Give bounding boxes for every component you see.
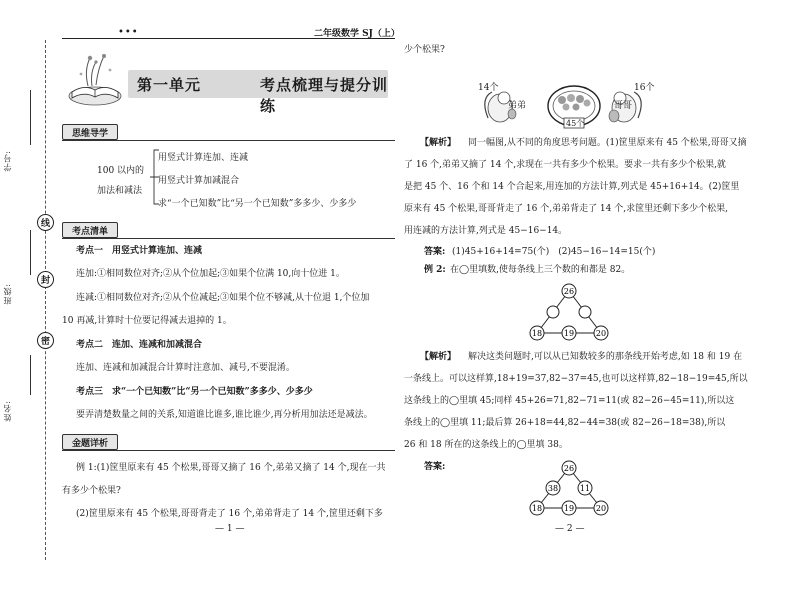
mind-map-root [97,161,144,201]
section-mind-map: 思维导学 [62,124,118,140]
point3-line1: 要弄清楚数量之间的关系,知道谁比谁多,谁比谁少,再分析用加法还是减法。 [76,410,373,420]
page-number-right: — 2 — [555,524,585,534]
analysis1-line3: 是把 45 个、16 个和 14 个合起来,用连加的方法计算,列式是 45+16+14。(2)筐里 [404,182,740,192]
tri2-bottom-right: 20 [595,504,607,513]
unit-title: 第一单元 [137,76,202,94]
analysis1-line1: 同一幅图,从不同的角度思考问题。(1)筐里原来有 45 个松果,哥哥又摘 [468,138,747,148]
point1-line3: 10 再减,计算时十位要记得减去退掉的 1。 [62,316,232,326]
unit-subtitle: 考点梳理与提分训练 [260,76,389,115]
point2-line1: 连加、连减和加减混合计算时注意加、减号,不要混淆。 [76,363,295,373]
tri1-top: 26 [563,287,575,296]
name-blank [30,355,31,395]
section-checklist: 考点清单 [62,222,118,238]
checklist-rule [62,238,395,239]
binding-dashed-line [45,40,46,560]
illus-count-right: 16个 [634,83,655,93]
continued-text: 少个松果? [404,45,445,55]
example2-tag: 例 2: [424,265,446,275]
binding-margin [0,0,52,589]
analysis2-line2: 一条线上。可以这样算,18+19=37,82−37=45,也可以这样算,82−18−19=45,所以 [404,374,748,384]
examples-rule [62,450,395,451]
student-id-blank [30,90,31,145]
example2-text: 在◯里填数,使每条线上三个数的和都是 82。 [450,265,631,275]
example1-line1: 例 1:(1)筐里原来有 45 个松果,哥哥又摘了 16 个,弟弟又摘了 14 个,现在一共 [76,463,386,473]
unit-banner [62,58,395,115]
tri2-bottom-left: 18 [531,504,543,513]
triangle-diagram-question [518,280,620,346]
seal-char-seal: 封 [37,271,54,288]
mind-map-item: 用竖式计算加减混合 [158,176,240,186]
tri2-top: 26 [563,464,575,473]
student-id-label: 学号: [3,150,12,172]
mind-map-rule [62,140,395,141]
illus-name-left: 弟弟 [508,101,527,111]
answer1-text: (1)45+16+14=75(个) (2)45−16−14=15(个) [452,247,656,257]
analysis1-line2: 了 16 个,弟弟又摘了 14 个,求现在一共有多少个松果。要求一共有多少个松果,就 [404,160,726,170]
open-book-illustration [66,52,124,108]
page-number-left: — 1 — [215,524,245,534]
tri2-right: 11 [579,484,591,493]
class-label: 班级: [3,283,12,305]
tri1-right: 20 [595,329,607,338]
tri1-mid: 19 [563,329,575,338]
point1-line1: 连加:①相同数位对齐;②从个位加起;③如果个位满 10,向十位进 1。 [76,269,345,279]
analysis2-line3: 这条线上的◯里填 45;同样 45+26=71,82−71=11(或 82−26−45=11),所以这 [404,396,735,406]
point3-title: 考点三 求“一个已知数”比“另一个已知数”多多少、少多少 [76,387,313,397]
mind-map-item: 用竖式计算连加、连减 [158,153,249,163]
tri2-bottom-mid: 19 [563,504,575,513]
analysis1-tag: 【解析】 [420,138,457,148]
tri2-left: 38 [547,484,559,493]
name-label: 姓名: [3,400,12,422]
triangle-diagram-answer [518,458,620,520]
analysis2-line1: 解决这类问题时,可以从已知数较多的那条线开始考虑,如 18 和 19 在 [468,352,743,362]
tri1-left: 18 [531,329,543,338]
section-examples: 金题详析 [62,434,118,450]
analysis2-line5: 26 和 18 所在的这条线上的◯里填 38。 [404,440,568,450]
analysis1-line4: 原来有 45 个松果,哥哥背走了 16 个,弟弟背走了 14 个,求筐里还剩下多少个松果, [404,204,728,214]
illus-name-right: 哥哥 [614,101,633,111]
class-blank [30,230,31,275]
header-dots: ••• [118,27,139,38]
analysis1-line5: 用连减的方法计算,列式是 45−16−14。 [404,226,568,236]
illus-count-left: 14个 [478,83,499,93]
point1-line2: 连减:①相同数位对齐;②从个位减起;③如果个位不够减,从十位退 1,个位加 [76,293,370,303]
seal-char-line: 线 [37,214,54,231]
answer1-tag: 答案: [424,247,446,257]
book-info: 二年级数学 SJ（上） [314,29,400,39]
mind-map-root-line2: 加法和减法 [97,186,143,196]
mind-map-item: 求“一个已知数”比“另一个已知数”多多少、少多少 [158,199,357,209]
example1-line2: 有多少个松果? [62,486,121,496]
analysis2-tag: 【解析】 [420,352,457,362]
illus-basket-count: 45个 [566,119,585,128]
analysis2-line4: 条线上的◯里填 11;最后算 26+18=44,82−44=38(或 82−26−18=38),所以 [404,418,726,428]
mind-map-root-line1: 100 以内的 [97,166,145,176]
header-rule [62,38,395,39]
seal-char-secret: 密 [37,332,54,349]
point2-title: 考点二 连加、连减和加减混合 [76,340,203,350]
answer2-tag: 答案: [424,462,446,472]
point1-title: 考点一 用竖式计算连加、连减 [76,246,203,256]
example1-line3: (2)筐里原来有 45 个松果,哥哥背走了 16 个,弟弟背走了 14 个,筐里还剩下多 [76,509,383,519]
